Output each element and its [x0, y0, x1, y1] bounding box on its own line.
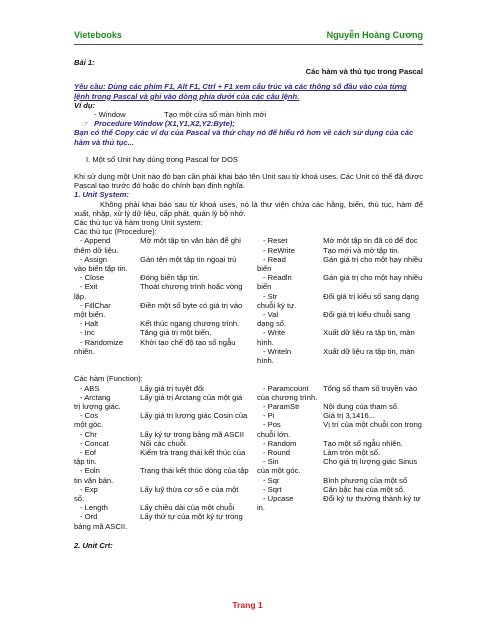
item-desc: Lấy chiều dài của một chuỗi: [140, 503, 235, 513]
list-item: [74, 430, 249, 439]
item-desc: Vị trí của một chuỗi con trong chuỗi lớn.: [257, 420, 422, 439]
unit-system-line: Các thủ tục và hàm trong Unit system:: [74, 218, 203, 228]
item-desc: Lấy thứ tự của một ký tự trong bảng mã ASCII.: [74, 512, 243, 531]
item-name: - Exp: [80, 484, 98, 494]
item-name: - FillChar: [80, 300, 111, 310]
functions-left-column: [74, 384, 249, 531]
exercise-label: Bài 1:: [74, 58, 95, 67]
list-item: [74, 319, 249, 328]
item-name: - Randomize: [80, 337, 124, 347]
item-desc: Đóng biến tập tin.: [140, 273, 200, 283]
list-item: [74, 439, 249, 448]
procedures-label: Các thủ tục (Procedure):: [74, 227, 157, 237]
item-name: - Random: [263, 438, 297, 448]
item-name: - Str: [263, 291, 278, 301]
item-name: - Sqrt: [263, 484, 282, 494]
item-name: - ReWrite: [263, 245, 295, 255]
item-name: - ParamStr: [263, 401, 300, 411]
item-desc: Nối các chuỗi.: [140, 438, 188, 448]
header-rule: [74, 44, 423, 45]
item-name: - Writeln: [263, 346, 292, 356]
item-desc: Xuất dữ liệu ra tập tin, màn hình.: [257, 328, 415, 347]
item-name: - Append: [80, 236, 111, 246]
list-item: [257, 310, 423, 328]
item-name: - Write: [263, 328, 286, 338]
item-name: - Arctang: [80, 392, 111, 402]
list-item: [74, 282, 249, 300]
unit-crt-heading: 2. Unit Crt:: [74, 540, 113, 550]
item-desc: Gán giá trị cho một hay nhiều biến: [257, 254, 423, 274]
item-name: - Inc: [80, 328, 95, 338]
item-desc: Đổi ký tự thường thành ký tự in.: [257, 493, 421, 513]
item-name: - Halt: [80, 319, 99, 329]
list-item: [257, 328, 423, 346]
list-item: [74, 301, 249, 319]
list-item: [257, 420, 423, 438]
item-name: - Chr: [80, 429, 97, 439]
list-item: [74, 485, 249, 503]
list-item: [74, 384, 249, 393]
copy-note: Bạn có thể Copy các ví dụ của Pascal và thử chạy nó để hiểu rõ hơn về cách sử dụng của các hàm và thủ tục...: [74, 128, 414, 147]
functions-columns: [74, 384, 423, 531]
list-item: [74, 466, 249, 484]
list-item: [257, 347, 423, 365]
example-name: - Window: [94, 110, 126, 120]
item-name: - Length: [80, 503, 108, 513]
intro-paragraph: Khi sử dụng một Unit nào đó bạn cần phải khai báo tên Unit sau từ khoá uses. Các Unit có thể đã được Pascal tạo trước đó hoặc do chính bạn định nghĩa.: [74, 172, 423, 191]
item-name: - Val: [263, 310, 279, 320]
list-item: [257, 246, 423, 255]
list-item: [257, 402, 423, 411]
item-desc: Khởi tạo chế độ tạo số ngẫu nhiên.: [74, 337, 236, 356]
item-name: - Cos: [80, 411, 99, 421]
item-name: - Paramcount: [263, 383, 309, 393]
procedures-left-column: [74, 236, 249, 365]
item-name: - Read: [263, 254, 286, 264]
list-item: [257, 236, 423, 245]
item-name: - Assign: [80, 254, 108, 264]
item-desc: Gán tên một tập tin ngoại trú vào biến tập tin.: [74, 254, 237, 274]
item-name: - Pi: [263, 411, 275, 421]
item-desc: Đổi giá trị kiểu chuỗi sang dạng số.: [257, 310, 411, 329]
pointing-hand-icon: ☞: [82, 119, 89, 129]
requirement-label: Yêu cầu:: [74, 82, 106, 92]
item-desc: Kết thúc ngang chương trình.: [140, 319, 240, 329]
list-item: [257, 448, 423, 457]
item-name: - Ord: [80, 512, 98, 522]
page-footer: Trang 1: [232, 600, 263, 610]
header-right: Nguyễn Hoàng Cương: [326, 30, 423, 40]
requirement-text: Dùng các phím F1, Alt F1, Ctrl + F1 xem cấu trúc và các thông số đầu vào của từng lệnh trong Pascal và ghi vào dòng phía dưới của các câu lệnh.: [74, 82, 407, 101]
item-desc: Điền một số byte có giá trị vào một biến.: [74, 300, 243, 320]
list-item: [257, 273, 423, 291]
item-name: - Eoln: [80, 466, 100, 476]
example-desc: Tạo một cửa sổ màn hình mới: [164, 110, 267, 120]
list-item: [257, 411, 423, 420]
functions-label: Các hàm (Function):: [74, 374, 143, 384]
document-title: Các hàm và thủ tục trong Pascal: [305, 67, 423, 77]
item-name: - Reset: [263, 236, 288, 246]
unit-system-desc: Không phải khai báo sau từ khoá uses, nó là thư viện chứa các hằng, biến, thủ tục, hàm để xuất, nhập, xử lý dữ liệu, cấp phát, quản lý bộ nhớ.: [74, 199, 423, 218]
item-name: - Exit: [80, 282, 98, 292]
item-name: - Pos: [263, 420, 281, 430]
procedures-right-column: [257, 236, 423, 365]
list-item: [257, 292, 423, 310]
item-desc: Lấy luỹ thừa cơ số e của một số.: [74, 484, 239, 503]
item-name: - Sqr: [263, 475, 280, 485]
list-item: [74, 328, 249, 337]
list-item: [74, 448, 249, 466]
item-desc: Đổi giá trị kiểu số sang dạng chuỗi ký tự.: [257, 291, 419, 310]
list-item: [74, 503, 249, 512]
procedure-signature: Procedure Window (X1,Y1,X2,Y2:Byte);: [94, 119, 235, 129]
item-desc: Mở một tập tin đã có để đọc: [323, 236, 418, 246]
item-desc: Lấy giá trị Arctang của một giá trị lượng giác.: [74, 392, 243, 411]
item-name: - ABS: [80, 383, 100, 393]
item-name: - Upcase: [263, 493, 294, 503]
example-row: [74, 110, 423, 119]
document-body: [74, 52, 423, 550]
item-name: - Sin: [263, 457, 279, 467]
unit-system-heading: 1. Unit System:: [74, 190, 129, 200]
list-item: [257, 476, 423, 485]
item-desc: Cho giá trị lượng giác Sinus của một góc.: [257, 457, 418, 476]
list-item: [257, 255, 423, 273]
list-item: [74, 255, 249, 273]
list-item: [257, 384, 423, 402]
list-item: [74, 273, 249, 282]
item-name: - Concat: [80, 438, 109, 448]
list-item: [257, 494, 423, 512]
example-label: Ví dụ:: [74, 100, 96, 110]
requirement: [74, 82, 423, 100]
item-desc: Tăng giá trị một biến.: [139, 328, 212, 338]
list-item: [74, 236, 249, 254]
section-heading: I. Một số Unit hay dùng trong Pascal for DOS: [86, 154, 238, 164]
item-desc: Mở một tập tin văn bản để ghi thêm dữ liệu.: [74, 236, 241, 255]
item-name: - Round: [263, 447, 291, 457]
procedures-columns: [74, 236, 423, 365]
item-desc: Kiểm tra trạng thái kết thúc của tập tin.: [74, 447, 246, 467]
functions-right-column: [257, 384, 423, 531]
list-item: [257, 439, 423, 448]
item-desc: Xuất dữ liệu ra tập tin, màn hình.: [257, 346, 415, 366]
item-name: - Close: [80, 273, 105, 283]
item-desc: Trạng thái kết thúc dòng của tập tin văn bản.: [74, 466, 249, 485]
item-desc: Nội dung của tham số.: [323, 401, 400, 411]
item-desc: Căn bậc hai của một số.: [323, 484, 406, 494]
item-desc: Tổng số tham số truyền vào của chương trình.: [257, 383, 418, 402]
item-desc: Gán giá trị cho một hay nhiều biến: [257, 273, 423, 292]
item-desc: Tạo một số ngẫu nhiên.: [322, 438, 403, 448]
item-desc: Bình phương của một số: [323, 475, 408, 485]
list-item: [74, 512, 249, 530]
list-item: [74, 411, 249, 429]
item-desc: Lấy giá trị lượng giác Cosin của một góc.: [74, 411, 248, 430]
item-desc: Tạo mới và mở tập tin.: [322, 245, 400, 255]
list-item: [74, 393, 249, 411]
item-desc: Giá trị 3,1416...: [323, 411, 376, 421]
item-desc: Thoát chương trình hoặc vòng lặp.: [74, 282, 243, 301]
item-desc: Làm tròn một số.: [323, 447, 381, 457]
list-item: [257, 457, 423, 475]
item-desc: Lấy ký tự trong bảng mã ASCII: [140, 429, 244, 439]
item-name: - Readln: [263, 273, 292, 283]
procedure-line: [74, 119, 423, 128]
list-item: [257, 485, 423, 494]
list-item: [74, 338, 249, 356]
item-name: - Eof: [80, 447, 97, 457]
header-left: Vietebooks: [74, 30, 122, 40]
item-desc: Lấy giá trị tuyệt đối: [140, 383, 204, 393]
